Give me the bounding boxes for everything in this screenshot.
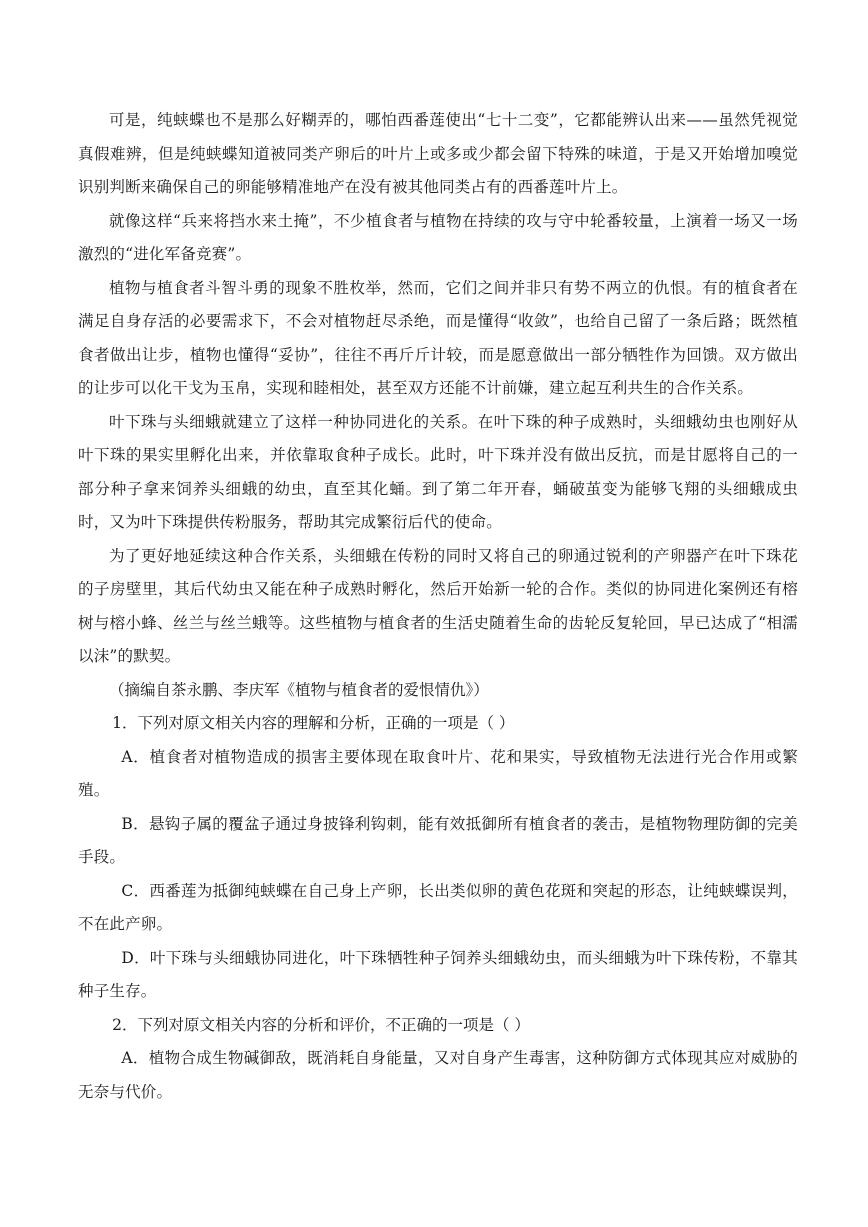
question-stem: 2．下列对原文相关内容的分析和评价，不正确的一项是（ ） bbox=[112, 1015, 530, 1034]
question-2 bbox=[78, 1009, 798, 1110]
option-d: D．叶下珠与头细蛾协同进化，叶下珠牺牲种子饲养头细蛾幼虫，而头细蛾为叶下珠传粉，不靠其种子生存。 bbox=[78, 948, 798, 1000]
passage-paragraph-1: 可是，纯蛱蝶也不是那么好糊弄的，哪怕西番莲使出“七十二变”，它都能辨认出来——虽然凭视觉真假难辨，但是纯蛱蝶知道被同类产卵后的叶片上或多或少都会留下特殊的味道，于是又开始增加嗅觉识别判断来确保自己的卵能够精准地产在没有被其他同类占有的西番莲叶片上。 bbox=[78, 111, 798, 196]
source-citation: （摘编自茶永鹏、李庆军《植物与植食者的爱恨情仇》） bbox=[109, 680, 489, 699]
question-stem: 1．下列对原文相关内容的理解和分析，正确的一项是（ ） bbox=[112, 714, 515, 732]
option-a: A．植食者对植物造成的损害主要体现在取食叶片、花和果实，导致植物无法进行光合作用或繁殖。 bbox=[78, 747, 798, 799]
question-1 bbox=[78, 707, 798, 1009]
passage-paragraph-2: 就像这样“兵来将挡水来土掩”，不少植食者与植物在持续的攻与守中轮番较量，上演着一场又一场激烈的“进化军备竞赛”。 bbox=[78, 211, 798, 263]
option-b: B．悬钩子属的覆盆子通过身披锋利钩刺，能有效抵御所有植食者的袭击，是植物物理防御的完美手段。 bbox=[78, 814, 798, 866]
option-a: A．植物合成生物碱御敌，既消耗自身能量，又对自身产生毒害，这种防御方式体现其应对威胁的无奈与代价。 bbox=[78, 1049, 798, 1101]
passage-paragraph-4: 叶下珠与头细蛾就建立了这样一种协同进化的关系。在叶下珠的种子成熟时，头细蛾幼虫也刚好从叶下珠的果实里孵化出来，并依靠取食种子成长。此时，叶下珠并没有做出反抗，而是甘愿将自己的一部分种子拿来饲养头细蛾的幼虫，直至其化蛹。到了第二年开春，蛹破茧变为能够飞翔的头细蛾成虫时，又为叶下珠提供传粉服务，帮助其完成繁衍后代的使命。 bbox=[78, 412, 798, 531]
passage-paragraph-3: 植物与植食者斗智斗勇的现象不胜枚举，然而，它们之间并非只有势不两立的仇恨。有的植食者在满足自身存活的必要需求下，不会对植物赶尽杀绝，而是懂得“收敛”，也给自己留了一条后路；既然植食者做出让步，植物也懂得“妥协”，往往不再斤斤计较，而是愿意做出一部分牺牲作为回馈。双方做出的让步可以化干戈为玉帛，实现和睦相处，甚至双方还能不计前嫌，建立起互利共生的合作关系。 bbox=[78, 278, 798, 397]
passage-paragraph-5: 为了更好地延续这种合作关系，头细蛾在传粉的同时又将自己的卵通过锐利的产卵器产在叶下珠花的子房壁里，其后代幼虫又能在种子成熟时孵化，然后开始新一轮的合作。类似的协同进化案例还有榕树与榕小蜂、丝兰与丝兰蛾等。这些植物与植食者的生活史随着生命的齿轮反复轮回，早已达成了“相濡以沫”的默契。 bbox=[78, 546, 798, 665]
option-c: C．西番莲为抵御纯蛱蝶在自己身上产卵，长出类似卵的黄色花斑和突起的形态，让纯蛱蝶误判，不在此产卵。 bbox=[78, 881, 798, 933]
